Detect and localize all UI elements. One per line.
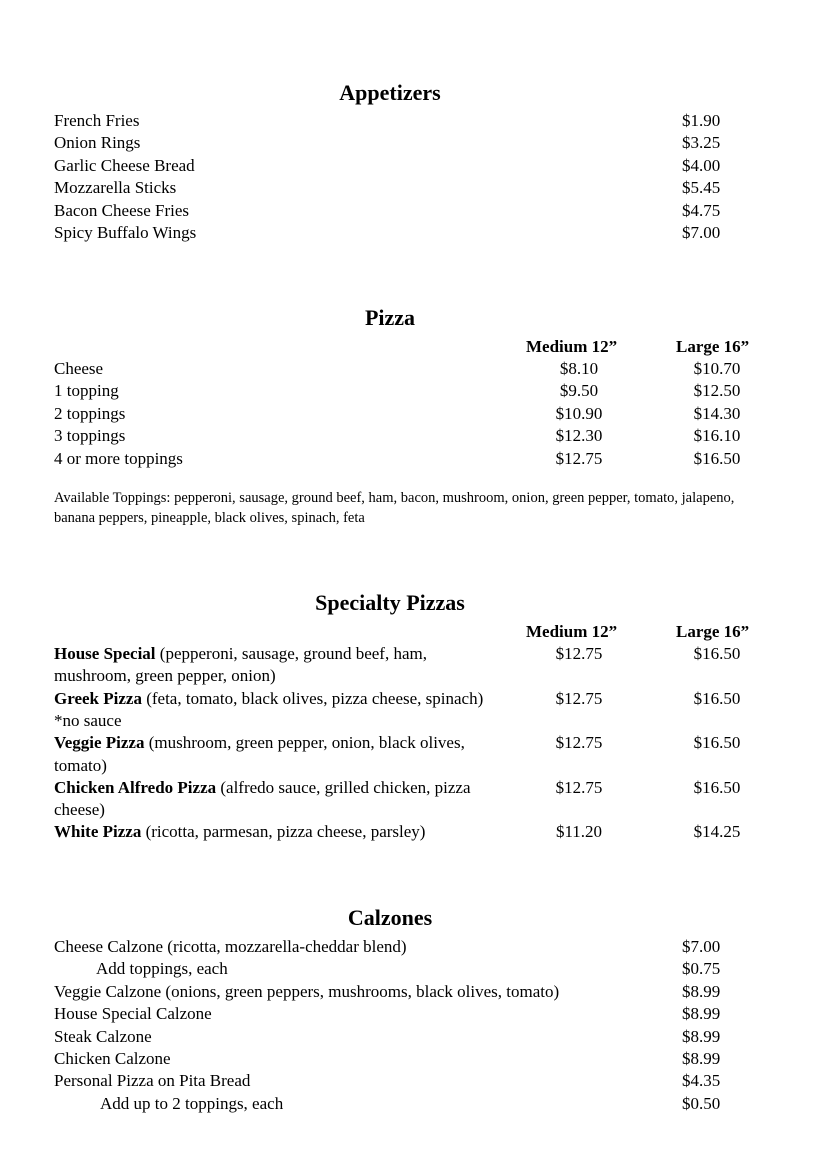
specialty-table: [54, 643, 774, 844]
item-name: Chicken Calzone: [54, 1048, 171, 1068]
specialty-name: Veggie Pizza: [54, 733, 145, 753]
specialty-col-medium: Medium 12”: [526, 622, 618, 641]
large-price: $12.50: [693, 381, 741, 401]
list-item: [54, 110, 774, 132]
item-price: $5.45: [682, 178, 721, 198]
specialty-desc: [54, 643, 504, 688]
list-item: [54, 1026, 774, 1048]
item-price: $8.99: [682, 1048, 721, 1068]
table-row: [54, 403, 774, 425]
specialty-ingredients: (feta, tomato, black olives, pizza cheese, spinach) *no sauce: [54, 688, 484, 730]
medium-price: $9.50: [559, 381, 599, 401]
table-row: [54, 380, 774, 402]
large-price: $16.10: [693, 426, 741, 446]
item-name: Add up to 2 toppings, each: [100, 1093, 284, 1113]
list-item: [54, 177, 774, 199]
item-name: Personal Pizza on Pita Bread: [54, 1071, 251, 1091]
medium-price: $11.20: [555, 822, 603, 842]
table-row: [54, 358, 774, 380]
pizza-name: 4 or more toppings: [54, 448, 183, 468]
pizza-name: 1 topping: [54, 381, 119, 401]
list-item: [54, 132, 774, 154]
specialty-desc: [54, 821, 524, 843]
large-price: $16.50: [693, 448, 741, 468]
table-row: [54, 425, 774, 447]
large-price: $16.50: [693, 644, 741, 663]
item-name: Steak Calzone: [54, 1026, 152, 1046]
list-item: [54, 155, 774, 177]
medium-price: $12.75: [555, 688, 603, 708]
specialty-col-large: Large 16”: [676, 622, 750, 641]
appetizers-heading: Appetizers: [339, 80, 441, 105]
table-row: [54, 821, 774, 843]
large-price: $16.50: [693, 733, 741, 753]
calzones-heading: Calzones: [347, 905, 433, 930]
item-price: $4.35: [682, 1071, 721, 1091]
toppings-note: Available Toppings: pepperoni, sausage, ground beef, ham, bacon, mushroom, onion, green pepper, tomato, jalapeno, banana peppers, pineapple, black olives, spinach, feta: [54, 490, 735, 526]
list-item: [54, 200, 774, 222]
item-name: Bacon Cheese Fries: [54, 200, 190, 220]
large-price: $16.50: [693, 688, 741, 708]
item-price: $4.00: [682, 155, 721, 175]
specialty-desc: [54, 688, 504, 733]
list-item: [54, 1093, 774, 1115]
list-item: [54, 958, 774, 980]
item-name: Garlic Cheese Bread: [54, 155, 195, 175]
pizza-heading: Pizza: [364, 305, 416, 330]
large-price: $16.50: [693, 777, 741, 797]
item-price: $7.00: [682, 937, 721, 956]
specialty-name: House Special: [54, 644, 156, 663]
item-name: Spicy Buffalo Wings: [54, 222, 197, 242]
item-price: $4.75: [682, 200, 721, 220]
item-price: $8.99: [682, 981, 721, 1001]
item-price: $8.99: [682, 1026, 721, 1046]
item-name: House Special Calzone: [54, 1004, 212, 1024]
table-row: [54, 688, 774, 733]
specialty-name: Chicken Alfredo Pizza: [54, 777, 217, 797]
specialty-ingredients: (ricotta, parmesan, pizza cheese, parsley): [141, 822, 426, 842]
pizza-name: Cheese: [54, 359, 104, 378]
item-price: $0.50: [682, 1093, 721, 1113]
table-row: [54, 732, 774, 777]
list-item: [54, 936, 774, 958]
pizza-table: [54, 358, 774, 470]
item-price: $1.90: [682, 111, 721, 130]
medium-price: $12.75: [555, 733, 603, 753]
item-price: $8.99: [682, 1004, 721, 1024]
item-name: Onion Rings: [54, 133, 141, 153]
list-item: [54, 981, 774, 1003]
item-name: Mozzarella Sticks: [54, 178, 177, 198]
list-item: [54, 1003, 774, 1025]
appetizers-list: [54, 110, 774, 244]
item-name: Cheese Calzone (ricotta, mozzarella-cheddar blend): [54, 937, 407, 956]
item-price: $7.00: [682, 222, 721, 242]
specialty-name: Greek Pizza: [54, 688, 142, 708]
large-price: $10.70: [693, 359, 741, 378]
table-row: [54, 643, 774, 688]
specialty-heading: Specialty Pizzas: [315, 590, 465, 615]
table-row: [54, 777, 774, 822]
list-item: [54, 1070, 774, 1092]
table-row: [54, 448, 774, 470]
pizza-name: 3 toppings: [54, 426, 126, 446]
item-name: Add toppings, each: [96, 959, 228, 979]
specialty-name: White Pizza: [54, 822, 142, 842]
large-price: $14.25: [693, 822, 741, 842]
list-item: [54, 222, 774, 244]
medium-price: $8.10: [559, 359, 599, 378]
large-price: $14.30: [693, 403, 741, 423]
specialty-ingredients: (mushroom, green pepper, onion, black olives, tomato): [54, 733, 465, 775]
specialty-ingredients: (alfredo sauce, grilled chicken, pizza cheese): [54, 777, 471, 820]
item-name: French Fries: [54, 111, 140, 130]
pizza-col-medium: Medium 12”: [526, 337, 618, 356]
medium-price: $10.90: [555, 403, 603, 423]
item-price: $3.25: [682, 133, 721, 153]
item-price: $0.75: [682, 959, 721, 979]
medium-price: $12.75: [555, 777, 603, 797]
item-name: Veggie Calzone (onions, green peppers, mushrooms, black olives, tomato): [54, 981, 560, 1001]
specialty-desc: [54, 732, 504, 777]
calzones-list: [54, 936, 774, 1115]
medium-price: $12.75: [555, 644, 603, 663]
specialty-desc: [54, 777, 504, 822]
specialty-ingredients: (pepperoni, sausage, ground beef, ham, mushroom, green pepper, onion): [54, 644, 427, 686]
medium-price: $12.75: [555, 448, 603, 468]
pizza-name: 2 toppings: [54, 403, 126, 423]
medium-price: $12.30: [555, 426, 603, 446]
list-item: [54, 1048, 774, 1070]
pizza-col-large: Large 16”: [676, 337, 750, 356]
